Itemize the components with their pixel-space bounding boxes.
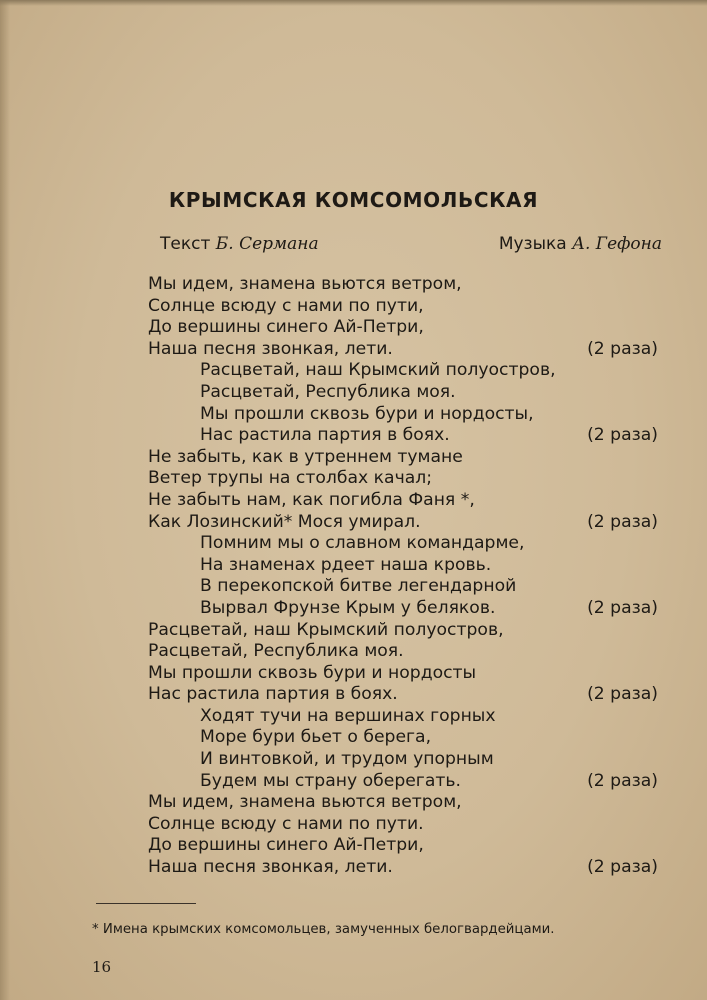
lyric-line [148, 468, 658, 490]
repeat-marker: (2 раза) [587, 338, 658, 359]
lyric-line [148, 684, 658, 706]
lyric-line [148, 641, 658, 663]
music-credit [499, 234, 662, 254]
lyric-line [148, 771, 658, 793]
lyric-text: Наша песня звонкая, лети. [148, 338, 393, 359]
lyric-line [148, 339, 658, 361]
lyric-text: Не забыть нам, как погибла Фаня *, [148, 489, 475, 510]
text-label: Текст [160, 234, 211, 254]
lyric-line [148, 317, 658, 339]
repeat-marker: (2 раза) [587, 857, 658, 878]
text-author: Б. Сермана [215, 234, 319, 254]
lyric-line [148, 404, 658, 426]
footnote: * Имена крымских комсомольцев, замученных белогвардейцами. [92, 922, 555, 937]
lyric-text: На знаменах рдеет наша кровь. [200, 554, 492, 575]
lyric-text: Расцветай, Республика моя. [148, 641, 404, 662]
lyric-line [148, 382, 658, 404]
lyric-text: Не забыть, как в утреннем тумане [148, 446, 463, 467]
lyric-line [148, 425, 658, 447]
lyrics-credit [160, 234, 319, 254]
lyric-line [148, 727, 658, 749]
lyric-line [148, 490, 658, 512]
repeat-marker: (2 раза) [587, 425, 658, 446]
lyric-text: Мы идем, знамена вьются ветром, [148, 792, 462, 813]
lyric-line [148, 663, 658, 685]
lyric-line [148, 835, 658, 857]
music-author: А. Гефона [572, 234, 662, 254]
lyric-line [148, 555, 658, 577]
lyric-text: Мы идем, знамена вьются ветром, [148, 274, 462, 294]
lyric-line [148, 576, 658, 598]
lyric-text: Расцветай, Республика моя. [200, 381, 456, 402]
repeat-marker: (2 раза) [587, 770, 658, 791]
lyric-text: Нас растила партия в боях. [148, 684, 398, 705]
lyric-text: Расцветай, наш Крымский полуостров, [148, 619, 504, 640]
lyric-text: Ходят тучи на вершинах горных [200, 705, 496, 726]
lyric-text: До вершины синего Ай-Петри, [148, 835, 424, 856]
lyric-line [148, 749, 658, 771]
lyric-text: Наша песня звонкая, лети. [148, 857, 393, 878]
lyric-text: Море бури бьет о берега, [200, 727, 432, 748]
repeat-marker: (2 раза) [587, 511, 658, 532]
lyric-text: Расцветай, наш Крымский полуостров, [200, 360, 556, 381]
lyric-text: Помним мы о славном командарме, [200, 533, 525, 554]
lyric-line [148, 447, 658, 469]
lyric-text: До вершины синего Ай-Петри, [148, 317, 424, 338]
lyric-line [148, 792, 658, 814]
lyric-text: Солнце всюду с нами по пути, [148, 295, 424, 316]
lyric-text: Вырвал Фрунзе Крым у беляков. [200, 597, 496, 618]
lyric-line [148, 857, 658, 879]
lyric-text: Как Лозинский* Мося умирал. [148, 511, 421, 532]
lyric-text: Мы прошли сквозь бури и нордосты, [200, 403, 534, 424]
lyric-line [148, 274, 658, 296]
lyric-line [148, 706, 658, 728]
lyric-text: Будем мы страну оберегать. [200, 770, 461, 791]
page-shadow-top [0, 0, 707, 6]
lyric-text: Мы прошли сквозь бури и нордосты [148, 662, 477, 683]
lyric-line [148, 360, 658, 382]
lyric-line [148, 814, 658, 836]
lyric-line [148, 296, 658, 318]
footnote-divider [96, 903, 196, 904]
lyric-line [148, 598, 658, 620]
page-shadow-left [0, 0, 10, 1000]
lyric-line [148, 512, 658, 534]
lyric-line [148, 620, 658, 642]
repeat-marker: (2 раза) [587, 684, 658, 705]
page-number: 16 [92, 958, 112, 976]
song-title: КРЫМСКАЯ КОМСОМОЛЬСКАЯ [168, 188, 539, 212]
song-lyrics [148, 274, 658, 879]
lyric-text: Нас растила партия в боях. [200, 425, 450, 446]
lyric-text: Ветер трупы на столбах качал; [148, 468, 433, 489]
music-label: Музыка [498, 234, 567, 254]
lyric-text: В перекопской битве легендарной [200, 576, 517, 597]
repeat-marker: (2 раза) [587, 597, 658, 618]
lyric-text: Солнце всюду с нами по пути. [148, 813, 424, 834]
lyric-text: И винтовкой, и трудом упорным [200, 749, 494, 770]
lyric-line [148, 533, 658, 555]
